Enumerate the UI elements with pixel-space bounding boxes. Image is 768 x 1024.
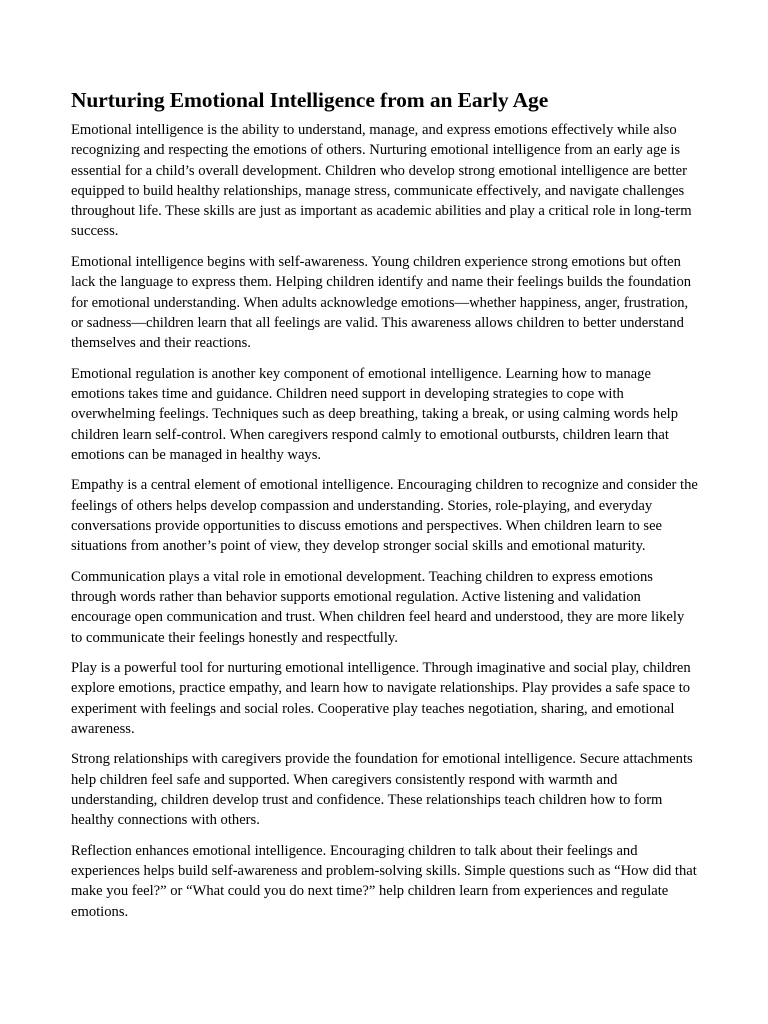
paragraph-empathy: Empathy is a central element of emotional intelligence. Encouraging children to recognize and consider the feelings of others helps develop compassion and understanding. Stories, role-playing, and everyday conversations provide opportunities to discuss emotions and perspectives. When children learn to see situations from another’s point of view, they develop stronger social skills and emotional maturity. [71, 477, 698, 555]
paragraph-relationships: Strong relationships with caregivers provide the foundation for emotional intelligence. Secure attachments help children feel safe and supported. When caregivers consistently respond with warmth and understanding, children develop trust and confidence. These relationships teach children how to form healthy connections with others. [71, 751, 693, 829]
paragraph-play: Play is a powerful tool for nurturing emotional intelligence. Through imaginative and social play, children explore emotions, practice empathy, and learn how to navigate relationships. Play provides a safe space to experiment with feelings and social roles. Cooperative play teaches negotiation, sharing, and emotional awareness. [71, 660, 691, 737]
paragraph-communication: Communication plays a vital role in emotional development. Teaching children to express emotions through words rather than behavior supports emotional regulation. Active listening and validation encourage open communication and trust. When children feel heard and understood, they are more likely to communicate their feelings honestly and respectfully. [71, 568, 685, 646]
paragraph-emotional-regulation: Emotional regulation is another key component of emotional intelligence. Learning how to manage emotions takes time and guidance. Children need support in developing strategies to cope with overwhelming feelings. Techniques such as deep breathing, taking a break, or using calming words help children learn self-control. When caregivers respond calmly to emotional outbursts, children learn that emotions can be managed in healthy ways. [71, 365, 679, 463]
paragraph-introduction: Emotional intelligence is the ability to understand, manage, and express emotions effectively while also recognizing and respecting the emotions of others. Nurturing emotional intelligence from an early age is essential for a child’s overall development. Children who develop strong emotional intelligence are better equipped to build healthy relationships, manage stress, communicate effectively, and navigate challenges throughout life. These skills are just as important as academic abilities and play a critical role in long-term success. [71, 122, 692, 240]
document-page [71, 86, 699, 932]
paragraph-self-awareness: Emotional intelligence begins with self-awareness. Young children experience strong emotions but often lack the language to express them. Helping children identify and name their feelings builds the foundation for emotional understanding. When adults acknowledge emotions—whether happiness, anger, frustration, or sadness—children learn that all feelings are valid. This awareness allows children to better understand themselves and their reactions. [71, 253, 692, 352]
paragraph-reflection: Reflection enhances emotional intelligence. Encouraging children to talk about their feelings and experiences helps build self-awareness and problem-solving skills. Simple questions such as “How did that make you feel?” or “What could you do next time?” help children learn from experiences and regulate emotions. [71, 842, 697, 920]
document-title: Nurturing Emotional Intelligence from an Early Age [71, 88, 549, 112]
